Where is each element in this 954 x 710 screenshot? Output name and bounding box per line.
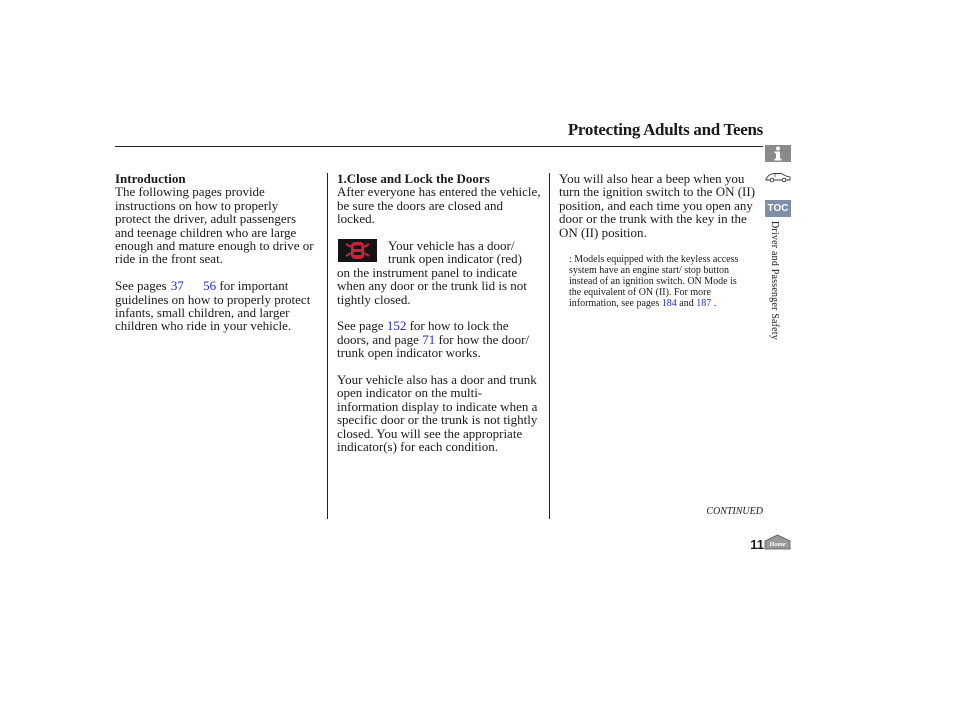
car-icon xyxy=(765,168,791,185)
keyless-note-text: : Models equipped with the keyless access system have an engine start/ stop button instead of an ignition switch. ON Mode is the equivalent of ON (II). For more information, see pages xyxy=(569,254,739,310)
close-lock-paragraph: After everyone has entered the vehicle, be sure the doors are closed and locked. xyxy=(337,184,541,227)
column-divider-1 xyxy=(327,173,328,519)
close-lock-heading: 1.Close and Lock the Doors xyxy=(337,171,490,186)
info-icon xyxy=(765,145,791,162)
see-pages-prefix: See pages xyxy=(115,278,167,294)
see-pages-suffix: for important guidelines on how to properly protect infants, small children, and larger children who ride in your vehicle. xyxy=(115,278,311,334)
introduction-heading: Introduction xyxy=(115,171,186,186)
page-link-37[interactable]: 37 xyxy=(170,278,184,294)
column-beep xyxy=(559,172,762,239)
introduction-paragraph: The following pages provide instructions on how to properly protect the driver, adult passengers and teenage children who are large enough and mature enough to drive or ride in the front seat. xyxy=(115,184,314,267)
keyless-note xyxy=(569,254,744,309)
indicator-description: on the instrument panel to indicate when any door or the trunk lid is not tightly closed. xyxy=(337,264,527,307)
home-icon xyxy=(764,534,791,550)
info-button[interactable] xyxy=(765,145,791,162)
page-title: Protecting Adults and Teens xyxy=(567,120,763,139)
keyless-note-end: . xyxy=(713,298,717,310)
toc-button[interactable]: TOC xyxy=(765,200,791,217)
page-link-184[interactable]: 184 xyxy=(661,298,677,310)
page-link-71[interactable]: 71 xyxy=(422,331,436,347)
door-open-indicator-icon xyxy=(338,239,377,262)
see-page-paragraph xyxy=(337,319,543,359)
page-number: 11 xyxy=(750,537,764,552)
home-label: Home xyxy=(769,541,786,548)
section-tab-label: Driver and Passenger Safety xyxy=(769,221,780,340)
multi-info-paragraph: Your vehicle also has a door and trunk open indicator on the multi-information display to indicate when a specific door or the trunk is not tightly closed. You will see the appropriate indicator(s) for each condition. xyxy=(337,372,538,455)
continued-label: CONTINUED xyxy=(706,506,763,517)
column-close-lock xyxy=(337,172,543,453)
page-link-56[interactable]: 56 xyxy=(203,278,217,294)
vehicle-index-button[interactable] xyxy=(765,168,791,185)
indicator-intro-text: Your vehicle has a door/ trunk open indicator (red) xyxy=(388,238,522,267)
page-link-187[interactable]: 187 xyxy=(696,298,712,310)
see-page-prefix: See page xyxy=(337,318,384,334)
see-page-mid: for how to lock the doors, and page xyxy=(337,318,509,347)
page-link-152[interactable]: 152 xyxy=(386,318,407,334)
title-rule xyxy=(115,146,763,147)
column-introduction xyxy=(115,172,315,333)
beep-paragraph: You will also hear a beep when you turn the ignition switch to the ON (II) position, and each time you open any door or the trunk with the key in the ON (II) position. xyxy=(559,171,756,240)
home-button[interactable] xyxy=(764,534,791,550)
keyless-note-and: and xyxy=(679,298,694,310)
see-pages-paragraph xyxy=(115,279,315,333)
see-page-suffix: for how the door/ trunk open indicator works. xyxy=(337,331,530,361)
column-divider-2 xyxy=(549,173,550,519)
